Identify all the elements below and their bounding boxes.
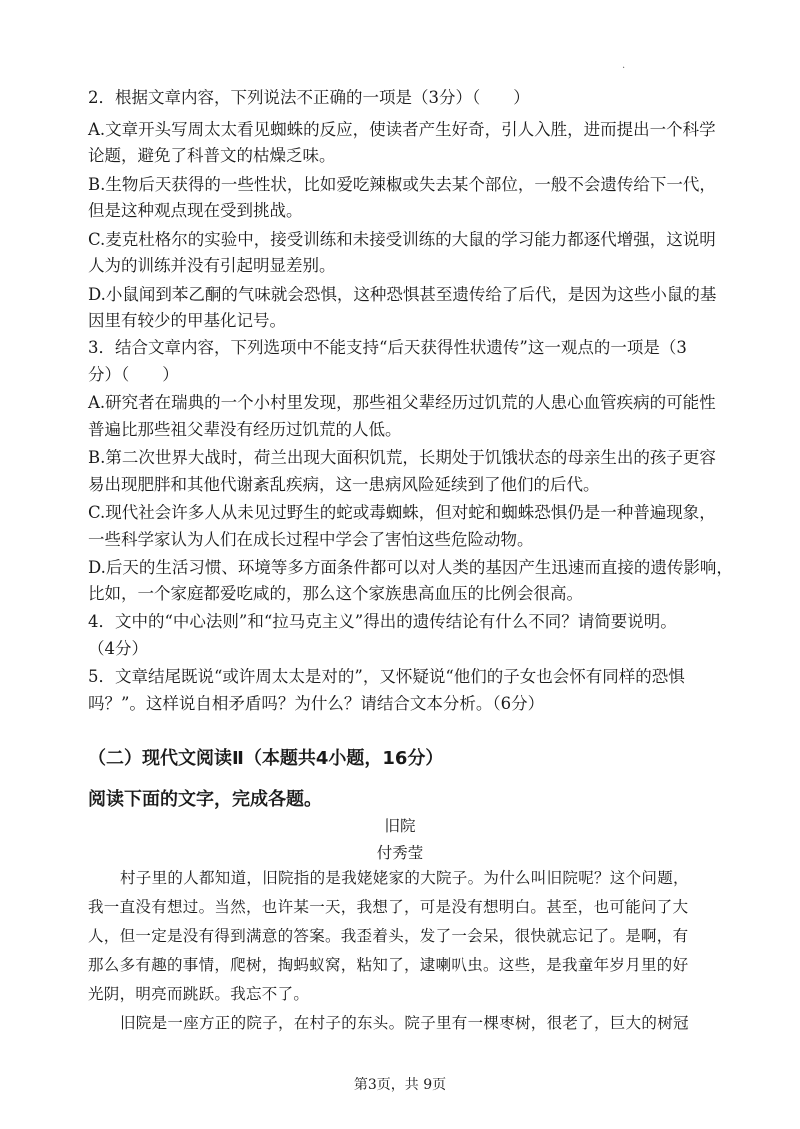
story-paragraph-1-line3: 人，但一定是没有得到满意的答案。我歪着头，发了一会呆，很快就忘记了。是啊，有 — [88, 927, 689, 945]
q3-stem-line2: 分）（ ） — [88, 365, 179, 384]
story-paragraph-1-line1: 村子里的人都知道，旧院指的是我姥姥家的大院子。为什么叫旧院呢？这个问题， — [120, 869, 689, 887]
q2-option-c-line1: C.麦克杜格尔的实验中，接受训练和未接受训练的大鼠的学习能力都逐代增强，这说明 — [88, 230, 716, 249]
story-paragraph-2-line1: 旧院是一座方正的院子，在村子的东头。院子里有一棵枣树，很老了，巨大的树冠 — [120, 1014, 689, 1032]
story-paragraph-1-line2: 我一直没有想过。当然，也许某一天，我想了，可是没有想明白。甚至，也可能问了大 — [88, 898, 689, 916]
q2-option-a-line2: 论题，避免了科普文的枯燥乏味。 — [88, 146, 336, 165]
section-heading: （二）现代文阅读Ⅱ（本题共4小题，16分） — [88, 748, 444, 769]
q2-stem: 2．根据文章内容，下列说法不正确的一项是（3分）（ ） — [88, 88, 530, 107]
q2-option-a-line1: A.文章开头写周太太看见蜘蛛的反应，使读者产生好奇，引人入胜，进而提出一个科学 — [88, 120, 716, 139]
q2-option-b-line1: B.生物后天获得的一些性状，比如爱吃辣椒或失去某个部位，一般不会遗传给下一代， — [88, 175, 716, 194]
q2-option-c-line2: 人为的训练并没有引起明显差别。 — [88, 256, 336, 275]
q4-line1: 4．文中的“中心法则”和“拉马克主义”得出的遗传结论有什么不同？请简要说明。 — [88, 612, 677, 631]
story-author: 付秀莹 — [376, 844, 424, 862]
q2-option-b-line2: 但是这种观点现在受到挑战。 — [88, 201, 303, 220]
story-paragraph-1-line4: 那么多有趣的事情，爬树，掏蚂蚁窝，粘知了，逮喇叭虫。这些，是我童年岁月里的好 — [88, 956, 689, 974]
story-title: 旧院 — [384, 817, 416, 835]
page-number: 第3页，共 9页 — [353, 1077, 447, 1093]
q5-line1: 5．文章结尾既说“或许周太太是对的”，又怀疑说“他们的子女也会怀有同样的恐惧 — [88, 667, 685, 686]
page-dot: . — [622, 60, 626, 71]
q4-line2: （4分） — [88, 639, 148, 658]
q3-option-a-line2: 普遍比那些祖父辈没有经历过饥荒的人低。 — [88, 420, 402, 439]
q5-line2: 吗？”。这样说自相矛盾吗？为什么？请结合文本分析。（6分） — [88, 694, 545, 713]
q2-option-d-line2: 因里有较少的甲基化记号。 — [88, 311, 286, 330]
story-paragraph-1-line5: 光阴，明亮而跳跃。我忘不了。 — [88, 985, 310, 1003]
q2-option-d-line1: D.小鼠闻到苯乙酮的气味就会恐惧，这种恐惧甚至遗传给了后代，是因为这些小鼠的基 — [88, 285, 717, 304]
q3-option-d-line2: 比如，一个家庭都爱吃咸的，那么这个家族患高血压的比例会很高。 — [88, 584, 583, 603]
section-instruction: 阅读下面的文字，完成各题。 — [88, 789, 322, 810]
q3-option-b-line2: 易出现肥胖和其他代谢紊乱疾病，这一患病风险延续到了他们的后代。 — [88, 475, 600, 494]
q3-option-c-line1: C.现代社会许多人从未见过野生的蛇或毒蜘蛛，但对蛇和蜘蛛恐惧仍是一种普遍现象， — [88, 503, 716, 522]
q3-option-a-line1: A.研究者在瑞典的一个小村里发现，那些祖父辈经历过饥荒的人患心血管疾病的可能性 — [88, 393, 716, 412]
q3-stem-line1: 3．结合文章内容，下列选项中不能支持“后天获得性状遗传”这一观点的一项是（3 — [88, 338, 687, 357]
q3-option-b-line1: B.第二次世界大战时，荷兰出现大面积饥荒，长期处于饥饿状态的母亲生出的孩子更容 — [88, 448, 716, 467]
q3-option-c-line2: 一些科学家认为人们在成长过程中学会了害怕这些危险动物。 — [88, 530, 534, 549]
q3-option-d-line1: D.后天的生活习惯、环境等多方面条件都可以对人类的基因产生迅速而直接的遗传影响， — [88, 558, 733, 577]
